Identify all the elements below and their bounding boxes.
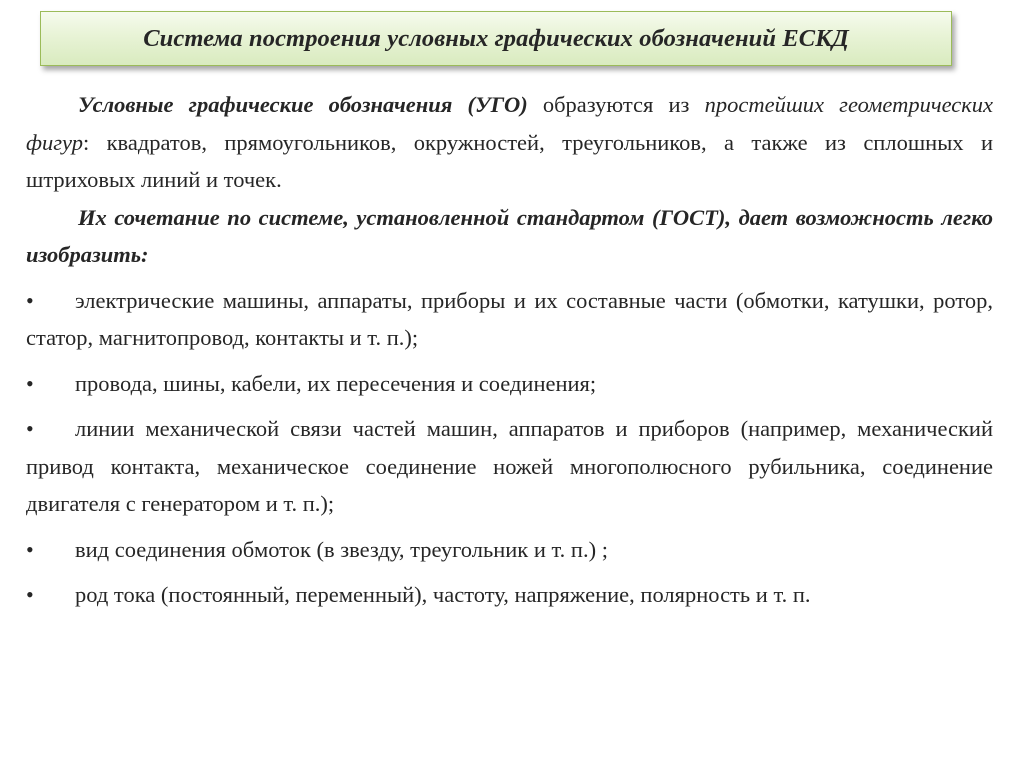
combination-paragraph: Их сочетание по системе, установленной стандартом (ГОСТ), дает возможность легко изобразить:: [26, 204, 993, 267]
slide-title: Система построения условных графических обозначений ЕСКД: [143, 24, 849, 52]
bullet-icon: •: [26, 416, 34, 441]
slide-content: [26, 86, 993, 614]
list-item: [26, 576, 993, 614]
list-item: [26, 410, 993, 523]
list-item-text: линии механической связи частей машин, аппаратов и приборов (например, механический привод контакта, механическое соединение ножей многополюсного рубильника, соединение двигателя с генератором и т. п.);: [26, 416, 993, 516]
bullet-icon: •: [26, 287, 34, 313]
list-item: [26, 282, 993, 357]
list-item-text: электрические машины, аппараты, приборы и их составные части (обмотки, катушки, ротор, статор, магнитопровод, контакты и т. п.);: [26, 287, 993, 350]
list-item: [26, 531, 993, 569]
list-item: [26, 365, 993, 403]
intro-text-2: : квадратов, прямоугольников, окружностей, треугольников, а также из сплошных и штриховых линий и точек.: [26, 129, 993, 192]
title-box: [40, 11, 952, 66]
ugo-term: Условные графические обозначения (УГО): [78, 92, 528, 117]
intro-paragraph: [26, 86, 993, 199]
bullet-icon: •: [26, 582, 34, 607]
list-item-text: провода, шины, кабели, их пересечения и соединения;: [75, 370, 597, 396]
list-item-text: род тока (постоянный, переменный), частоту, напряжение, полярность и т. п.: [75, 582, 811, 607]
bullet-icon: •: [26, 370, 34, 396]
bullet-icon: •: [26, 536, 34, 562]
list-item-text: вид соединения обмоток (в звезду, треугольник и т. п.) ;: [75, 536, 608, 562]
shapes-term: простейших геометрических фигур: [26, 92, 994, 155]
intro-text-1: образуются из: [527, 92, 705, 117]
